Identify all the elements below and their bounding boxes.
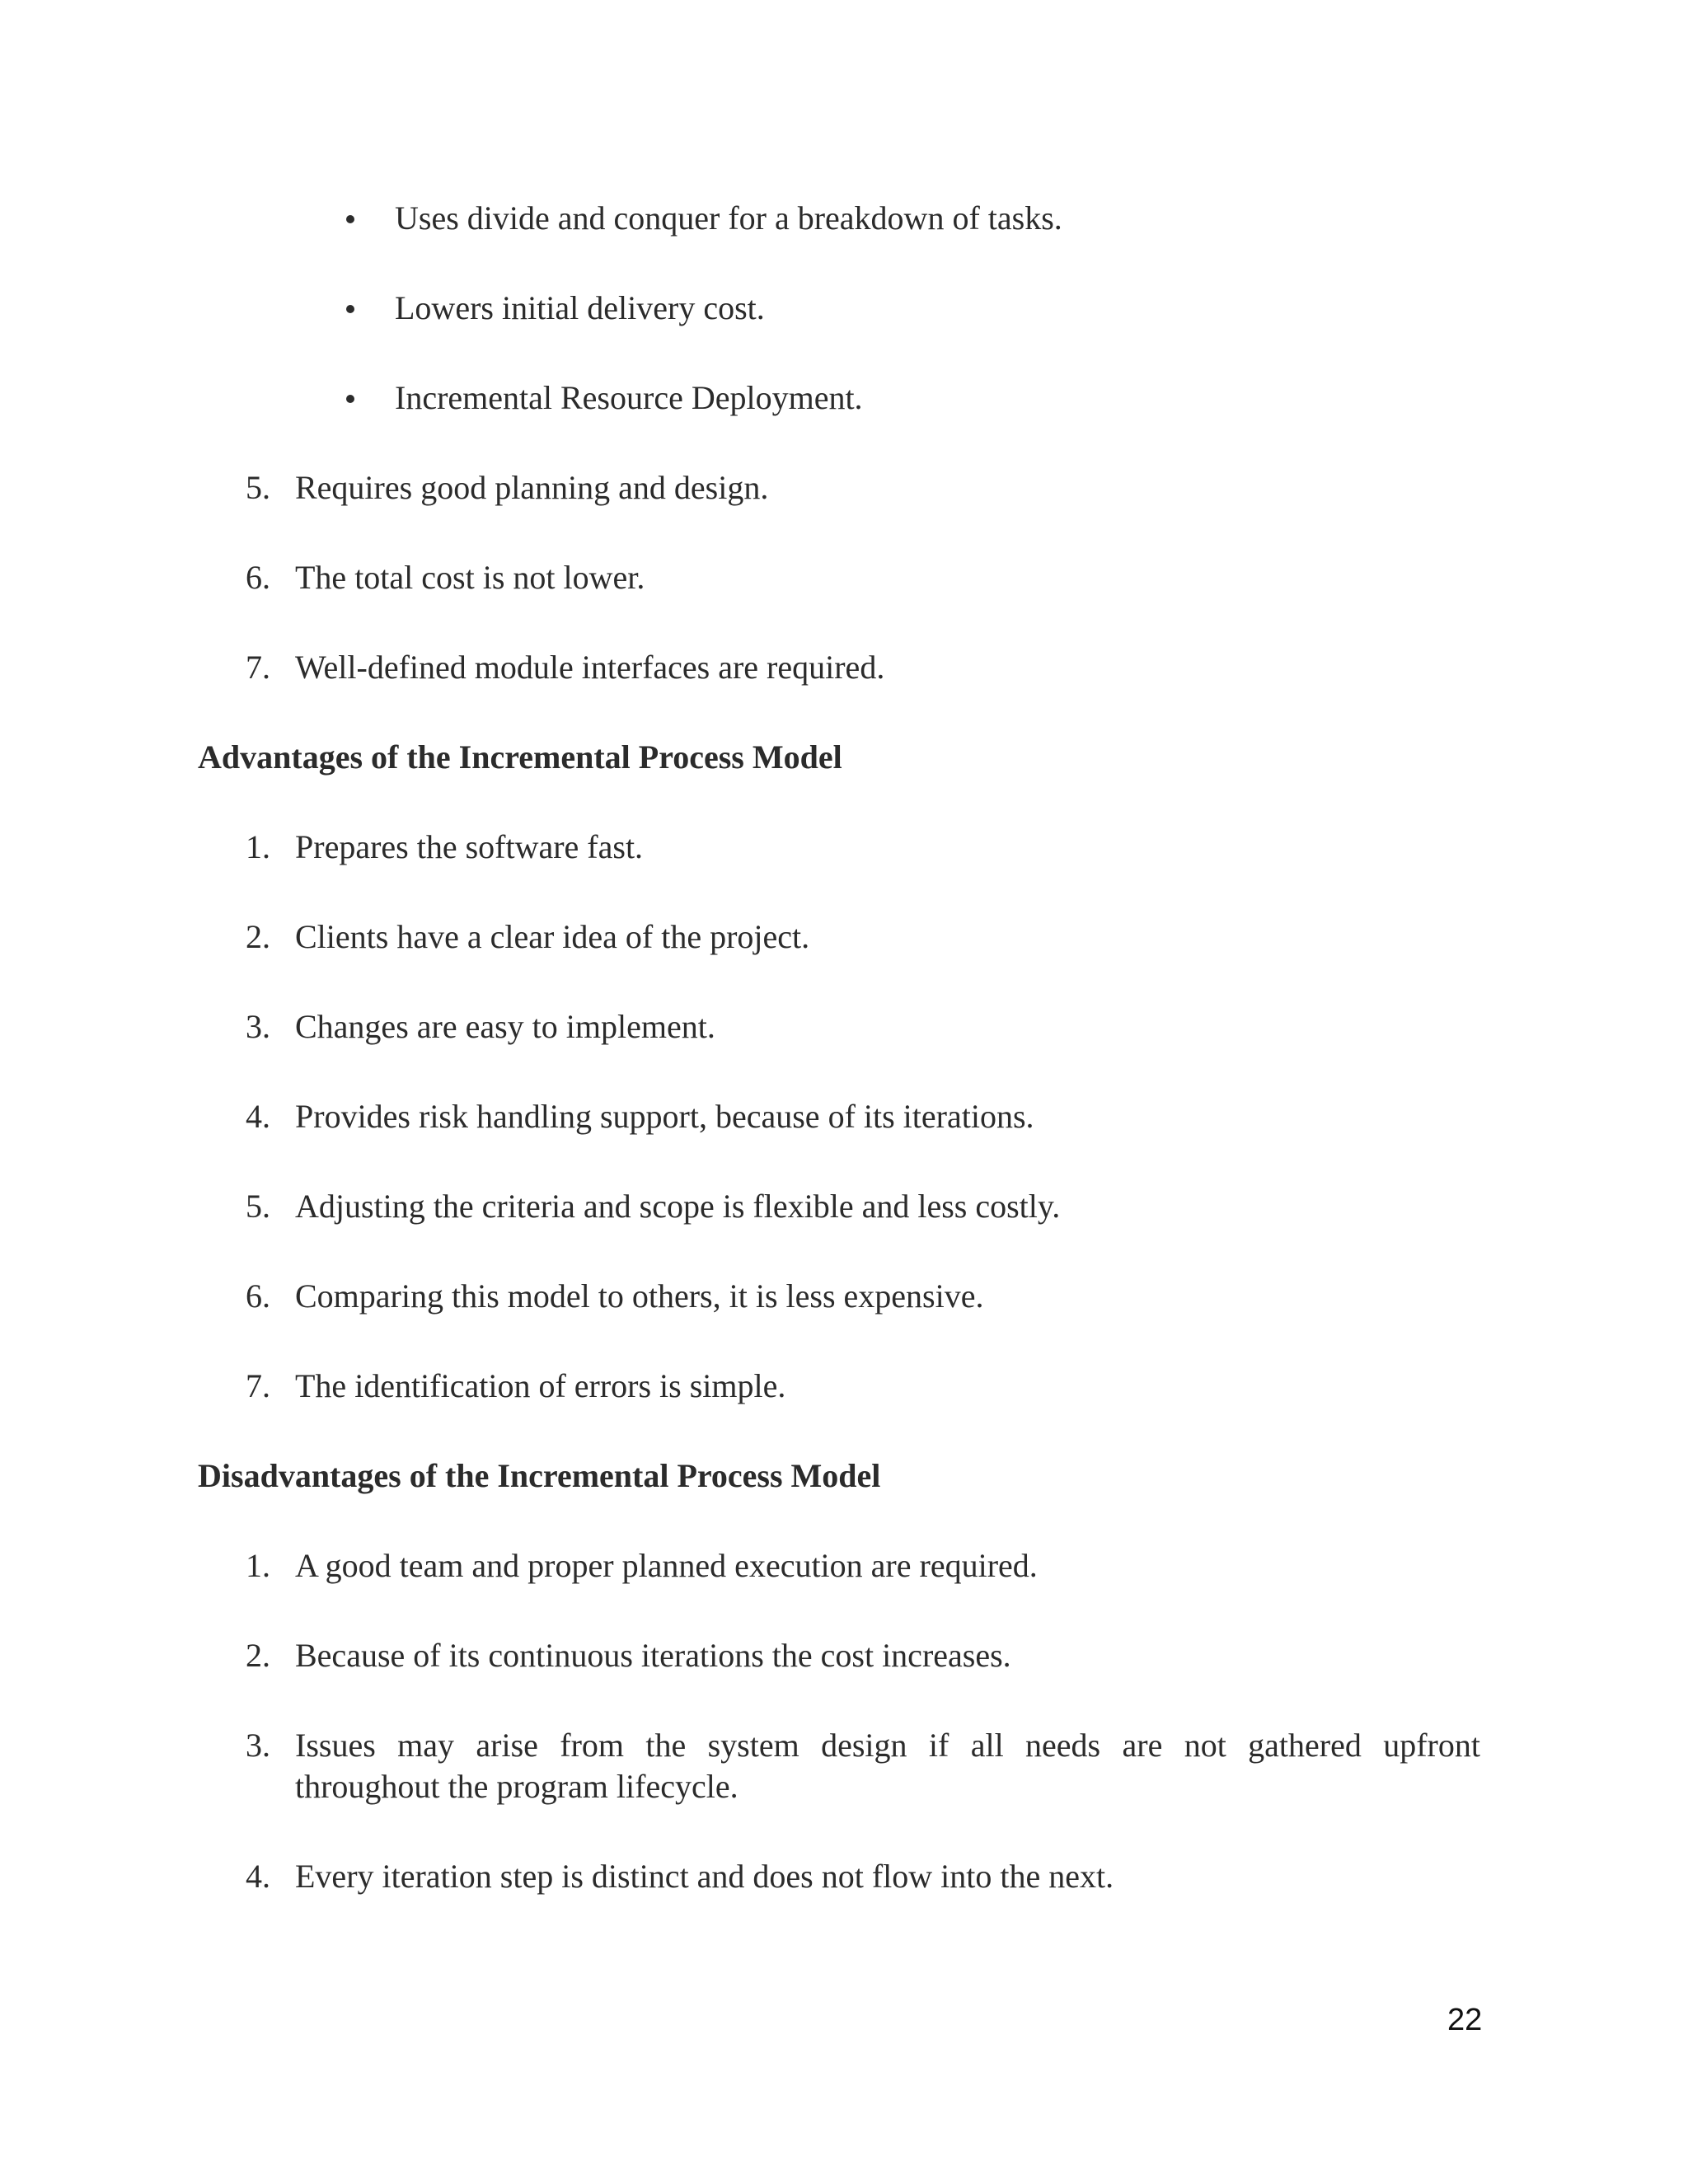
list-number: 1. bbox=[246, 828, 270, 865]
list-item: The total cost is not lower. bbox=[295, 559, 645, 596]
advantage-item: Prepares the software fast. bbox=[295, 828, 644, 865]
disadvantage-item: Every iteration step is distinct and does not flow into the next. bbox=[295, 1858, 1114, 1895]
disadvantage-item: Issues may arise from the system design if all needs are not gathered upfront bbox=[295, 1727, 1480, 1764]
list-item: Well-defined module interfaces are required. bbox=[295, 649, 885, 686]
bullet-dot bbox=[346, 305, 354, 313]
bullet-item: Uses divide and conquer for a breakdown of tasks. bbox=[395, 199, 1062, 237]
advantage-item: Adjusting the criteria and scope is flexible and less costly. bbox=[295, 1188, 1061, 1225]
bullet-item: Lowers initial delivery cost. bbox=[395, 289, 765, 326]
list-number: 7. bbox=[246, 649, 270, 686]
list-number: 5. bbox=[246, 1188, 270, 1225]
advantage-item: Comparing this model to others, it is less expensive. bbox=[295, 1277, 984, 1315]
list-number: 3. bbox=[246, 1008, 270, 1045]
list-number: 2. bbox=[246, 1637, 270, 1674]
list-number: 6. bbox=[246, 559, 270, 596]
advantage-item: Clients have a clear idea of the project. bbox=[295, 918, 810, 955]
advantages-heading: Advantages of the Incremental Process Model bbox=[198, 738, 842, 776]
bullet-dot bbox=[346, 395, 354, 403]
list-number: 5. bbox=[246, 469, 270, 506]
disadvantage-item: Because of its continuous iterations the cost increases. bbox=[295, 1637, 1011, 1674]
list-number: 6. bbox=[246, 1277, 270, 1315]
advantage-item: Provides risk handling support, because of its iterations. bbox=[295, 1098, 1034, 1135]
disadvantages-heading: Disadvantages of the Incremental Process Model bbox=[198, 1457, 881, 1494]
advantage-item: The identification of errors is simple. bbox=[295, 1367, 786, 1404]
disadvantage-item: A good team and proper planned execution are required. bbox=[295, 1547, 1038, 1584]
list-number: 3. bbox=[246, 1727, 270, 1764]
list-number: 4. bbox=[246, 1098, 270, 1135]
bullet-item: Incremental Resource Deployment. bbox=[395, 379, 863, 416]
list-item: Requires good planning and design. bbox=[295, 469, 769, 506]
disadvantage-item-continuation: throughout the program lifecycle. bbox=[295, 1768, 738, 1805]
list-number: 7. bbox=[246, 1367, 270, 1404]
bullet-dot bbox=[346, 215, 354, 223]
list-number: 1. bbox=[246, 1547, 270, 1584]
page-number: 22 bbox=[1447, 2003, 1483, 2037]
list-number: 2. bbox=[246, 918, 270, 955]
list-number: 4. bbox=[246, 1858, 270, 1895]
advantage-item: Changes are easy to implement. bbox=[295, 1008, 715, 1045]
